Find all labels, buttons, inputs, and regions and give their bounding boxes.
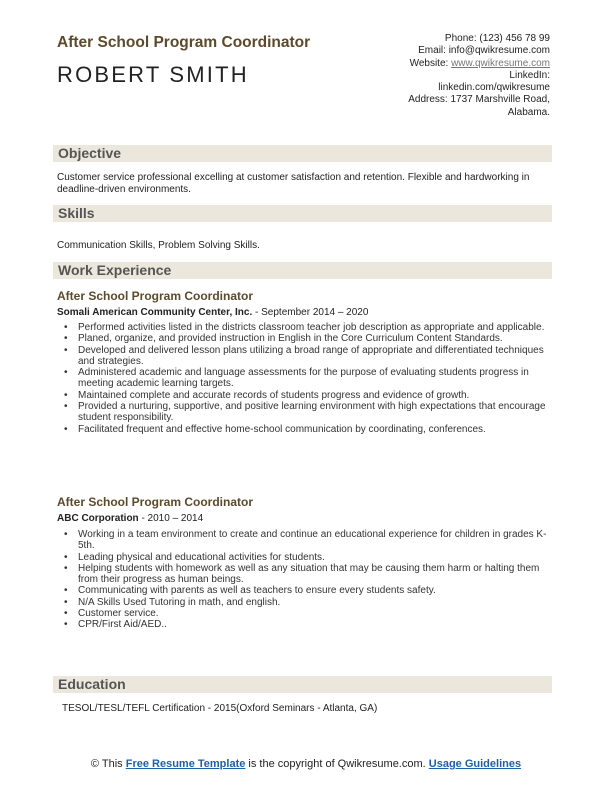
- list-item: • Maintained complete and accurate records of students progress and evidence of growth.: [57, 390, 547, 401]
- skills-text: Communication Skills, Problem Solving Skills.: [57, 240, 260, 251]
- website-link[interactable]: www.qwikresume.com: [451, 57, 550, 69]
- job-2-dates: - 2010 – 2014: [138, 513, 204, 524]
- contact-phone: Phone: (123) 456 78 99: [444, 33, 550, 44]
- list-item: • Helping students with homework as well as any situation that may be causing them harm or halting them from their progress as human beings.: [57, 563, 547, 586]
- job-1-title: After School Program Coordinator: [57, 289, 254, 303]
- job-2-bullets: [57, 529, 547, 631]
- contact-block: [310, 33, 550, 119]
- list-item: • Developed and delivered lesson plans utilizing a broad range of appropriate and differentiated techniques and strategies.: [57, 345, 547, 368]
- list-item: • Communicating with parents as well as teachers to ensure every students safety.: [57, 585, 547, 596]
- footer-prefix: © This: [90, 758, 126, 770]
- work-heading: Work Experience: [58, 262, 172, 278]
- header-job-title: After School Program Coordinator: [57, 34, 311, 51]
- education-heading: Education: [58, 676, 126, 692]
- candidate-name: ROBERT SMITH: [57, 62, 249, 87]
- education-text: TESOL/TESL/TEFL Certification - 2015(Oxford Seminars - Atlanta, GA): [62, 703, 378, 714]
- website-label: Website:: [409, 57, 452, 69]
- list-item: • Facilitated frequent and effective home-school communication by coordinating, conferences.: [57, 424, 547, 435]
- list-item: • Planed, organize, and provided instruction in English in the Core Curriculum Content Standards.: [57, 333, 547, 344]
- footer-copyright: [57, 758, 555, 771]
- contact-email: Email: info@qwikresume.com: [418, 45, 550, 57]
- free-resume-template-link[interactable]: Free Resume Template: [125, 758, 246, 770]
- contact-address-line1: Address: 1737 Marshville Road,: [408, 94, 550, 106]
- footer-middle: is the copyright of Qwikresume.com.: [245, 758, 429, 770]
- list-item: • CPR/First Aid/AED..: [57, 619, 547, 630]
- job-1-bullets: [57, 322, 547, 435]
- education-section-bar: [53, 676, 552, 693]
- job-2-company: ABC Corporation: [57, 513, 139, 524]
- list-item: • N/A Skills Used Tutoring in math, and english.: [57, 597, 547, 608]
- contact-website: [310, 58, 550, 70]
- list-item: • Administered academic and language assessments for the purpose of evaluating students progress in meeting academic learning targets.: [57, 367, 547, 390]
- list-item: • Leading physical and educational activities for students.: [57, 552, 547, 563]
- list-item: • Customer service.: [57, 608, 547, 619]
- contact-linkedin-label: LinkedIn:: [509, 69, 550, 81]
- work-section-bar: [53, 262, 552, 279]
- objective-heading: Objective: [58, 145, 122, 161]
- contact-address-line2: Alabama.: [507, 106, 550, 118]
- job-2-title: After School Program Coordinator: [57, 495, 254, 509]
- job-1-company: Somali American Community Center, Inc.: [57, 307, 253, 318]
- job-1-company-line: [57, 307, 368, 318]
- objective-section-bar: [53, 145, 552, 162]
- skills-section-bar: [53, 205, 552, 222]
- list-item: • Working in a team environment to create and continue an educational experience for children in grades K-5th.: [57, 529, 547, 552]
- job-1-dates: - September 2014 – 2020: [252, 307, 369, 318]
- objective-text: Customer service professional excelling at customer satisfaction and retention. Flexible and hardworking in deadline-driven environments.: [57, 172, 530, 195]
- contact-linkedin-value: linkedin.com/qwikresume: [438, 82, 550, 94]
- list-item: • Provided a nurturing, supportive, and positive learning environment with high expectations that encourage student responsibility.: [57, 401, 547, 424]
- job-2-company-line: [57, 513, 203, 524]
- list-item: • Performed activities listed in the districts classroom teacher job description as appropriate and applicable.: [57, 322, 547, 333]
- usage-guidelines-link[interactable]: Usage Guidelines: [428, 758, 522, 770]
- skills-heading: Skills: [58, 205, 95, 221]
